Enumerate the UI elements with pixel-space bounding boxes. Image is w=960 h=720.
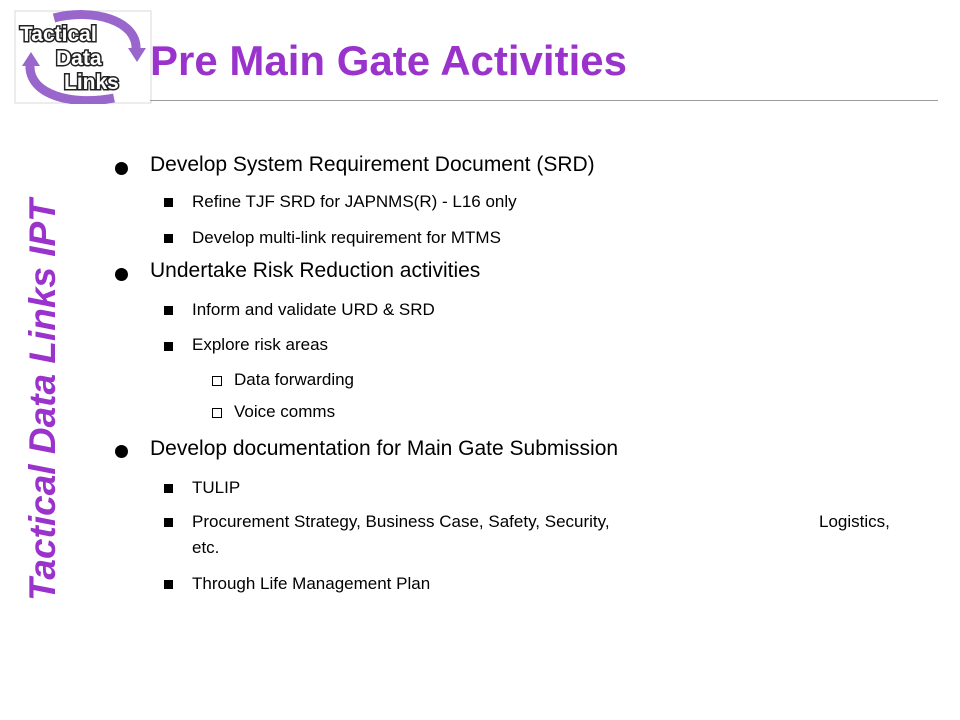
bullet-risk: Undertake Risk Reduction activities [150,259,481,282]
bullet-srd-multilink: Develop multi-link requirement for MTMS [192,228,501,247]
bullet-hollow-square-icon [212,376,222,386]
bullet-square-icon [164,484,173,493]
bullet-square-icon [164,234,173,243]
bullet-risk-explore: Explore risk areas [192,335,329,354]
bullet-dot-icon [115,162,128,175]
bullet-docs-procurement-part2: Logistics, [819,512,890,531]
bullet-risk-data-forwarding: Data forwarding [234,370,355,389]
bullet-dot-icon [115,268,128,281]
bullet-square-icon [164,342,173,351]
bullet-docs-procurement-part1: Procurement Strategy, Business Case, Safety, Security, [192,512,610,531]
logo-text-data: Data [56,47,102,70]
bullet-docs-tulip: TULIP [192,478,241,497]
bullet-square-icon [164,518,173,527]
logo-text-tactical: Tactical [20,23,97,46]
side-label: Tactical Data Links IPT [22,199,63,601]
bullet-hollow-square-icon [212,408,222,418]
bullet-docs: Develop documentation for Main Gate Submission [150,437,619,460]
bullet-risk-inform: Inform and validate URD & SRD [192,300,435,319]
bullet-docs-tlmp: Through Life Management Plan [192,574,431,593]
bullet-square-icon [164,306,173,315]
bullet-docs-procurement-part3: etc. [192,538,220,557]
logo-text-links: Links [64,71,119,94]
bullet-dot-icon [115,445,128,458]
slide-title: Pre Main Gate Activities [150,37,627,84]
title-divider [150,100,938,101]
bullet-srd-refine: Refine TJF SRD for JAPNMS(R) - L16 only [192,192,517,211]
side-label-panel [0,0,86,720]
bullet-square-icon [164,580,173,589]
bullet-srd: Develop System Requirement Document (SRD) [150,153,595,176]
bullet-square-icon [164,198,173,207]
bullet-risk-voice-comms: Voice comms [234,402,336,421]
